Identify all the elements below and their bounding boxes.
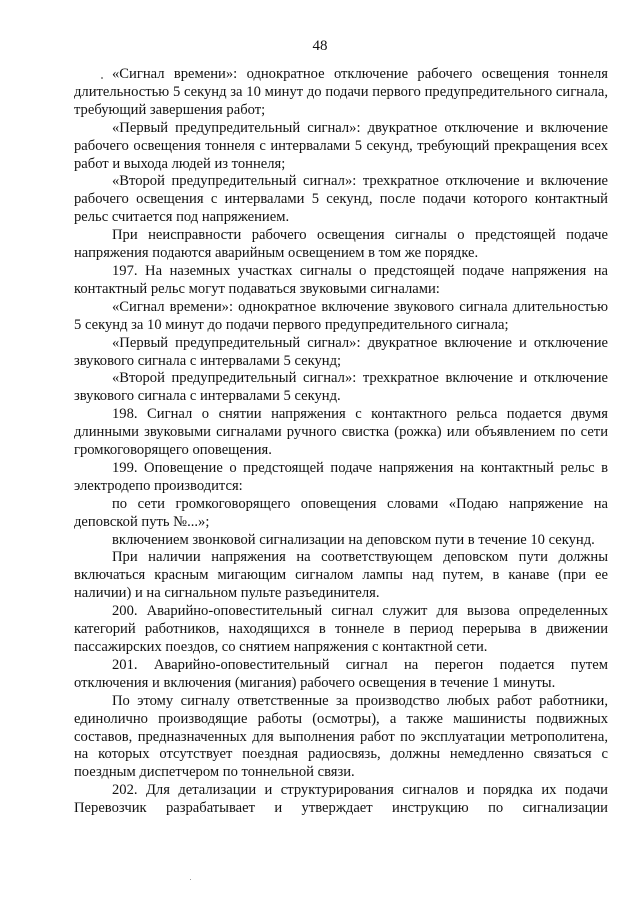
paragraph: При неисправности рабочего освещения сигналы о предстоящей подаче напряжения подаются аварийным освещением в том же порядке. (74, 227, 608, 262)
paragraph: 201. Аварийно-оповестительный сигнал на перегон подается путем отключения и включения (мигания) рабочего освещения в течение 1 минуты. (74, 656, 608, 691)
paragraph: 199. Оповещение о предстоящей подаче напряжения на контактный рельс в электродепо производится: (74, 459, 608, 494)
paragraph-continued: 202. Для детализации и структурирования сигналов и порядка их подачи Перевозчик разрабатывает и утверждает инструкцию по сигнализации (74, 782, 608, 817)
paragraph: «Сигнал времени»: однократное включение звукового сигнала длительностью 5 секунд за 10 минут до подачи первого предупредительного сигнала; (74, 298, 608, 333)
scan-speck (190, 879, 191, 880)
paragraph: При наличии напряжения на соответствующем деповском пути должны включаться красным мигающим сигналом лампы над путем, в канаве (при ее наличии) и на сигнальном пульте разъединителя. (74, 549, 608, 602)
paragraph: 197. На наземных участках сигналы о предстоящей подаче напряжения на контактный рельс могут подаваться звуковыми сигналами: (74, 262, 608, 297)
paragraph: «Первый предупредительный сигнал»: двукратное включение и отключение звукового сигнала с интервалами 5 секунд; (74, 334, 608, 369)
paragraph: 200. Аварийно-оповестительный сигнал служит для вызова определенных категорий работников, находящихся в тоннеле в период перерыва в движении пассажирских поездов, со снятием напряжения с контактной сети. (74, 603, 608, 655)
paragraph: 198. Сигнал о снятии напряжения с контактного рельса подается двумя длинными звуковыми сигналами ручного свистка (рожка) или объявлением по сети громкоговорящего оповещения. (74, 406, 608, 459)
paragraph: по сети громкоговорящего оповещения словами «Подаю напряжение на деповской путь №...»; (74, 495, 608, 530)
paragraph: «Сигнал времени»: однократное отключение рабочего освещения тоннеля длительностью 5 секунд за 10 минут до подачи первого предупредительного сигнала, требующий завершения работ; (74, 66, 608, 118)
paragraph: «Второй предупредительный сигнал»: трехкратное включение и отключение звукового сигнала с интервалами 5 секунд. (74, 370, 608, 405)
document-body (74, 66, 608, 818)
paragraph: По этому сигналу ответственные за производство любых работ работники, единолично производящие работы (осмотры), а также машинисты подвижных составов, предназначенных для выполнения работ по эксплуатации метрополитена, на которых отсутствует поездная радиосвязь, должны немедленно связаться с поездным диспетчером по тоннельной связи. (74, 692, 608, 781)
paragraph: «Второй предупредительный сигнал»: трехкратное отключение и включение рабочего освещения с интервалами 5 секунд, после подачи которого контактный рельс считается под напряжением. (74, 173, 608, 226)
paragraph: включением звонковой сигнализации на деповском пути в течение 10 секунд. (112, 531, 595, 548)
paragraph: «Первый предупредительный сигнал»: двукратное отключение и включение рабочего освещения тоннеля с интервалами 5 секунд, требующий прекращения всех работ и выхода людей из тоннеля; (74, 119, 608, 172)
page-number: 48 (312, 38, 328, 54)
